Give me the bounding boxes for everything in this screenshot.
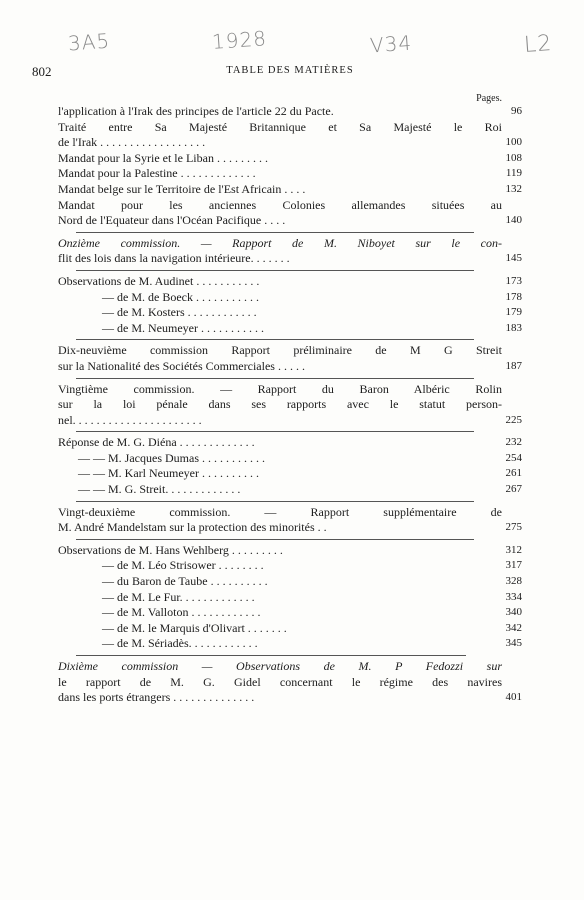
entry-text: Traité entre Sa Majesté Britannique et Sa Majesté le Roi [58,119,502,134]
toc-entry [58,305,522,321]
toc-entry [58,119,522,151]
entry-page: 96 [511,105,522,117]
entry-text: M. André Mandelstam sur la protection des minorités . . [58,520,327,535]
entry-text: dans les ports étrangers . . . . . . . . . . . . . . [58,690,255,705]
entry-text: Dix-neuvième commission Rapport préliminaire de M G Streit [58,343,502,358]
toc-entry [58,558,522,574]
entry-text: nel. . . . . . . . . . . . . . . . . . . . . . [58,412,202,427]
toc-entry [58,482,522,498]
entry-text: sur la Nationalité des Sociétés Commerciales . . . . . [58,358,305,373]
section-divider [76,339,474,340]
toc-entry [58,166,522,182]
entry-page: 178 [505,290,522,303]
entry-text: — de M. Le Fur. . . . . . . . . . . . . [102,589,255,604]
toc-entry [58,466,522,482]
entry-text: sur la loi pénale dans ses rapports avec le statut person- [58,397,502,412]
entry-page: 225 [505,413,522,426]
entry-page: 340 [505,606,522,619]
entry-text: Vingtième commission. — Rapport du Baron Albéric Rolin [58,381,502,396]
entry-text: Mandat pour les anciennes Colonies allemandes situées au [58,197,502,212]
section-divider [76,431,474,432]
handwritten-annotation: 1928 [211,26,268,54]
toc-entry [58,504,522,536]
entry-page: 342 [505,621,522,634]
section-divider [76,232,474,233]
entry-page: 119 [505,167,522,180]
toc-entry [58,605,522,621]
entry-page: 108 [505,151,522,164]
entry-page: 267 [505,483,522,496]
entry-page: 317 [505,559,522,572]
entry-page: 401 [505,691,522,704]
entry-page: 328 [505,575,522,588]
entry-text: Nord de l'Equateur dans l'Océan Pacifique . . . . [58,213,286,228]
entry-text: l'application à l'Irak des principes de l'article 22 du Pacte. [58,104,334,118]
handwritten-annotation: L2 [523,31,554,58]
section-divider [76,270,474,271]
entry-text: — — M. Karl Neumeyer . . . . . . . . . . [78,466,259,481]
toc-entry [58,620,522,637]
toc-entry [58,659,522,706]
section-divider [76,655,466,656]
entry-text: Observations de M. Hans Wehlberg . . . . . . . . . [58,542,283,557]
entry-page: 183 [505,321,522,334]
entry-page: 312 [505,543,522,556]
page-number: 802 [32,64,52,79]
toc-entry [58,289,522,306]
page-title: TABLE DES MATIÈRES [226,65,354,76]
toc-entry [58,273,522,290]
entry-text: Dixième commission — Observations de M. P Fedozzi sur [58,659,502,673]
entry-text: — de M. Léo Strisower . . . . . . . . [102,558,264,573]
entry-text: — de M. Valloton . . . . . . . . . . . . [102,605,261,620]
toc-entry [58,450,522,467]
entry-page: 254 [505,451,522,464]
entry-page: 173 [505,274,522,287]
toc-entry [58,435,522,451]
entry-text: Observations de M. Audinet . . . . . . . . . . . [58,273,260,288]
entry-page: 345 [505,637,522,650]
toc-entry [58,181,522,198]
entry-text: Vingt-deuxième commission. — Rapport supplémentaire de [58,504,502,519]
toc-entry [58,589,522,606]
section-divider [76,539,474,540]
entry-page: 140 [505,214,522,227]
toc-entry [58,343,522,374]
toc-entry [58,636,522,652]
entry-text: Réponse de M. G. Diéna . . . . . . . . . . . . . [58,435,255,450]
entry-text: de l'Irak . . . . . . . . . . . . . . . . . . [58,135,206,150]
entry-text: — de M. de Boeck . . . . . . . . . . . [102,289,259,304]
entry-page: 261 [505,467,522,480]
entry-text: Onzième commission. — Rapport de M. Niboyet sur le con- [58,235,502,250]
entry-page: 132 [505,182,522,195]
toc-entry [58,197,522,229]
pages-column-label: Pages. [476,93,502,104]
toc-entry [58,104,522,120]
toc-entry [58,150,522,167]
entry-page: 275 [505,521,522,534]
entry-text: flit des lois dans la navigation intérieure. . . . . . . [58,251,290,266]
entry-page: 232 [505,436,522,449]
entry-text: le rapport de M. G. Gidel concernant le régime des navires [58,674,502,689]
handwritten-annotation: V34 [369,30,413,58]
entry-page: 100 [505,136,522,149]
entry-text: Mandat belge sur le Territoire de l'Est Africain . . . . [58,181,306,196]
toc-entry [58,574,522,590]
entry-text: Mandat pour la Syrie et le Liban . . . . . . . . . [58,150,268,165]
entry-text: — — M. G. Streit. . . . . . . . . . . . . [78,482,241,497]
entry-text: — du Baron de Taube . . . . . . . . . . [102,574,268,589]
page-header [32,64,548,80]
section-divider [76,378,474,379]
table-of-contents [58,104,522,706]
entry-text: — — M. Jacques Dumas . . . . . . . . . . . [78,450,265,465]
toc-entry [58,381,522,429]
entry-text: — de M. Kosters . . . . . . . . . . . . [102,305,257,320]
entry-page: 145 [505,252,522,265]
toc-entry [58,235,522,267]
entry-text: — de M. Sériadès. . . . . . . . . . . . [102,636,258,651]
entry-text: Mandat pour la Palestine . . . . . . . . . . . . . [58,166,256,181]
toc-entry [58,320,522,337]
toc-entry [58,542,522,559]
section-divider [76,501,474,502]
entry-page: 334 [505,590,522,603]
entry-page: 187 [505,359,522,372]
handwritten-annotation: 3A5 [67,28,111,56]
entry-text: — de M. le Marquis d'Olivart . . . . . . . [102,620,287,635]
entry-page: 179 [505,306,522,319]
entry-text: — de M. Neumeyer . . . . . . . . . . . [102,320,264,335]
